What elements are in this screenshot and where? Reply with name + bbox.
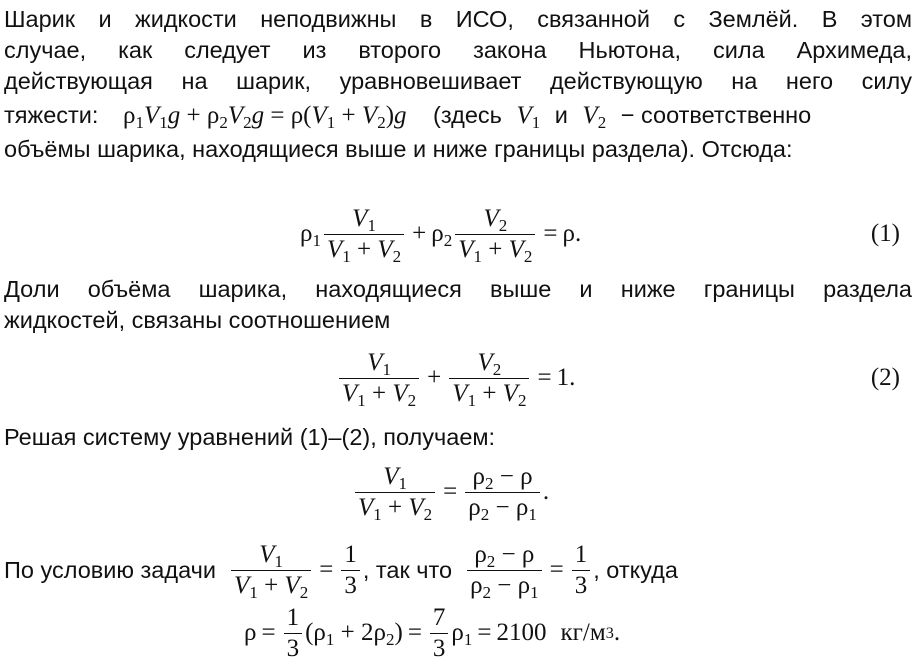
text-fragment: − соответственно: [620, 102, 812, 128]
fraction: $\frac{V_1}{V_1 + V_2}$: [324, 204, 404, 265]
density-ratio-formula: $\frac{\rho_2 - \rho}{\rho_2 - \rho_1}$ = $\frac{1}{3}$: [464, 540, 593, 601]
text-fragment: тяжести:: [4, 102, 99, 128]
text-fragment: , так что: [362, 556, 453, 583]
equation-ratio: $\frac{V_1}{V_1 + V_2}$ = $\frac{\rho_2 - \rho}{\rho_2 - \rho_1}$ .: [352, 456, 549, 528]
fraction: $\frac{\rho_2 - \rho}{\rho_2 - \rho_1}$: [467, 540, 542, 601]
fraction: $\frac{V_1}{V_1 + V_2}$: [231, 540, 311, 601]
text-line: Доли объёма шарика, находящиеся выше и ниже границы раздела: [4, 276, 912, 302]
fraction: $\frac{V_1}{V_1 + V_2}$: [339, 348, 419, 409]
fraction: $\frac{1}{3}$: [572, 540, 591, 601]
text-line: жидкостей, связаны соотношением: [4, 307, 391, 333]
text-line: действующая на шарик, уравновешивает действующую на него силу: [4, 68, 912, 94]
fraction: $\frac{V_2}{V_1 + V_2}$: [455, 204, 535, 265]
text-line: Решая систему уравнений (1)–(2), получаем:: [4, 424, 496, 450]
equation-number: (2): [870, 364, 900, 391]
fraction: $\frac{V_1}{V_1 + V_2}$: [355, 462, 435, 523]
result-value: 2100: [496, 619, 547, 646]
paragraph-archimedes: [4, 4, 912, 165]
symbol-v1: $V_1$: [516, 102, 541, 132]
fraction: $\frac{1}{3}$: [284, 603, 303, 664]
equation-result: ρ = $\frac{1}{3}$ $(\rho_1 + 2\rho_2)$ = $\frac{7}{3}$ $\rho_1$ = 2100 кг/м 3 .: [244, 603, 621, 662]
text-fragment: По условию задачи: [4, 556, 217, 583]
fraction: $\frac{1}{3}$: [341, 540, 360, 601]
text-line: объёмы шарика, находящиеся выше и ниже границы раздела). Отсюда:: [4, 136, 793, 162]
fraction: $\frac{7}{3}$: [430, 603, 449, 664]
equation-1: $\rho_1$ $\frac{V_1}{V_1 + V_2}$ + $\rho_2$ $\frac{V_2}{V_1 + V_2}$ = ρ.: [300, 204, 582, 266]
inline-equilibrium-formula: $\rho_1V_1g + \rho_2V_2g = \rho(V_1 + V_2)g$: [122, 102, 407, 132]
fraction: $\frac{\rho_2 - \rho}{\rho_2 - \rho_1}$: [465, 462, 540, 523]
equation-number: (1): [870, 220, 900, 247]
paragraph-condition: [4, 534, 678, 606]
text-fragment: , откуда: [593, 556, 678, 583]
paragraph-solving: [4, 422, 912, 453]
text-line-with-formula: [4, 97, 912, 134]
paragraph-volume-fractions: [4, 274, 912, 336]
text-line: случае, как следует из второго закона Ньютона, сила Архимеда,: [4, 37, 912, 63]
condition-formula: $\frac{V_1}{V_1 + V_2}$ = $\frac{1}{3}$: [228, 540, 363, 601]
equation-2: $\frac{V_1}{V_1 + V_2}$ + $\frac{V_2}{V_1 + V_2}$ = 1.: [336, 342, 575, 414]
result-unit: кг/м: [560, 619, 606, 646]
text-fragment: и: [554, 102, 568, 128]
text-line: Шарик и жидкости неподвижны в ИСО, связанной с Землёй. В этом: [4, 6, 912, 32]
symbol-v2: $V_2$: [582, 102, 607, 132]
fraction: $\frac{V_2}{V_1 + V_2}$: [449, 348, 529, 409]
text-fragment: (здесь: [433, 102, 502, 128]
